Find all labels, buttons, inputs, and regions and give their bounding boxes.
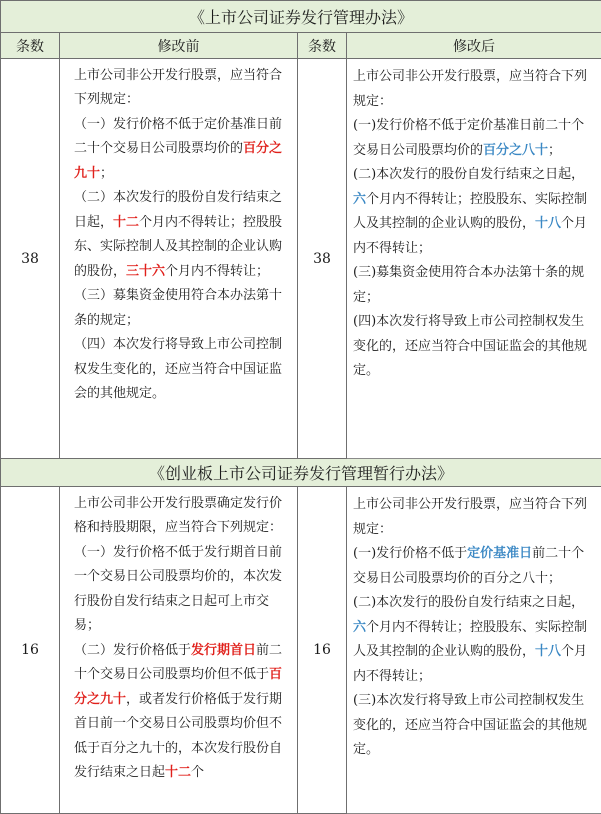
highlighted-term: 十八 xyxy=(535,216,561,231)
clause-text: 个月内不得转让； xyxy=(353,216,587,256)
highlighted-term: 六 xyxy=(353,192,366,207)
header-clause-number-after: 条数 xyxy=(298,33,347,59)
clause-text: (三)本次发行将导致上市公司控制权发生变化的，还应当符合中国证监会的其他规定。 xyxy=(353,693,587,757)
clause-text: (一)发行价格不低于 xyxy=(353,546,467,561)
highlighted-term: 定价基准日 xyxy=(467,546,532,561)
clause-number-after: 16 xyxy=(298,487,347,814)
highlighted-term: 发行期首日 xyxy=(191,643,256,658)
after-text-cell xyxy=(347,487,601,814)
clause-paragraph xyxy=(353,114,593,163)
clause-paragraph xyxy=(353,591,593,689)
clause-paragraph xyxy=(74,284,290,333)
clause-text: （二）发行价格低于 xyxy=(74,643,191,658)
clause-paragraph xyxy=(353,689,593,763)
clause-text: 上市公司非公开发行股票，应当符合下列规定： xyxy=(353,497,587,537)
header-before-amendment: 修改前 xyxy=(60,33,298,59)
clause-paragraph xyxy=(353,493,593,542)
clause-text: 个月内不得转让； xyxy=(165,264,269,279)
clause-text: （四）本次发行将导致上市公司控制权发生变化的，还应当符合中国证监会的其他规定。 xyxy=(74,337,282,401)
clause-paragraph xyxy=(353,542,593,591)
table-row xyxy=(1,59,601,459)
clause-number-before: 16 xyxy=(1,487,60,814)
clause-text: 前二十个交易日公司股票均价但不低于 xyxy=(74,643,282,683)
before-text-cell xyxy=(60,59,298,459)
clause-paragraph xyxy=(353,310,593,384)
clause-text: 个月内不得转让；控股股东、实际控制人及其控制的企业认购的股份， xyxy=(353,192,587,232)
clause-number-before: 38 xyxy=(1,59,60,459)
clause-paragraph xyxy=(74,639,290,786)
header-clause-number-before: 条数 xyxy=(1,33,60,59)
header-after-amendment: 修改后 xyxy=(347,33,601,59)
clause-text: 个月内不得转让；控股股东、实际控制人及其控制的企业认购的股份， xyxy=(353,620,587,660)
before-text xyxy=(74,64,290,457)
section1-title: 《上市公司证券发行管理办法》 xyxy=(1,1,601,33)
clause-text: （一）发行价格不低于定价基准日前二十个交易日公司股票均价的 xyxy=(74,117,282,157)
highlighted-term: 百分之九十 xyxy=(74,667,282,707)
clause-text: (一)发行价格不低于定价基准日前二十个交易日公司股票均价的 xyxy=(353,118,584,158)
clause-text: 个月内不得转让；控股股东、实际控制人及其控制的企业认购的股份， xyxy=(74,215,282,279)
clause-text: ，或者发行价格低于发行期首日前一个交易日公司股票均价但不低于百分之九十的，本次发行股份自发行结束之日起 xyxy=(74,692,282,781)
clause-text: 前二十个交易日公司股票均价的百分之八十； xyxy=(353,546,584,586)
section2-title: 《创业板上市公司证券发行管理暂行办法》 xyxy=(1,459,601,487)
highlighted-term: 六 xyxy=(353,620,366,635)
clause-text: （二）本次发行的股份自发行结束之日起， xyxy=(74,190,282,230)
clause-text: (二)本次发行的股份自发行结束之日起， xyxy=(353,595,584,610)
highlighted-term: 十八 xyxy=(535,644,561,659)
clause-text: 个月内不得转让； xyxy=(353,644,587,684)
before-text-cell xyxy=(60,487,298,814)
clause-paragraph xyxy=(353,65,593,114)
highlighted-term: 百分之九十 xyxy=(74,141,282,181)
clause-paragraph xyxy=(353,261,593,310)
highlighted-term: 十二 xyxy=(165,765,191,780)
clause-paragraph xyxy=(74,541,290,639)
clause-text: 上市公司非公开发行股票，应当符合下列规定： xyxy=(353,69,587,109)
highlighted-term: 百分之八十 xyxy=(483,143,548,158)
clause-text: （一）发行价格不低于发行期首日前一个交易日公司股票均价的，本次发行股份自发行结束之日起可上市交易； xyxy=(74,545,282,634)
before-text xyxy=(74,492,290,812)
clause-text: 上市公司非公开发行股票，应当符合下列规定： xyxy=(74,68,282,108)
clause-text: （三）募集资金使用符合本办法第十条的规定； xyxy=(74,288,282,328)
clause-text: (四)本次发行将导致上市公司控制权发生变化的，还应当符合中国证监会的其他规定。 xyxy=(353,314,587,378)
clause-text: ； xyxy=(548,143,561,158)
clause-text: (二)本次发行的股份自发行结束之日起， xyxy=(353,167,584,182)
clause-text: 个 xyxy=(191,765,204,780)
highlighted-term: 十二 xyxy=(113,215,139,230)
clause-paragraph xyxy=(74,186,290,284)
clause-number-after: 38 xyxy=(298,59,347,459)
clause-paragraph xyxy=(353,163,593,261)
table-row xyxy=(1,487,601,814)
clause-text: 上市公司非公开发行股票确定发行价格和持股期限，应当符合下列规定： xyxy=(74,496,282,536)
clause-text: ； xyxy=(100,166,113,181)
clause-paragraph xyxy=(74,333,290,407)
after-text-cell xyxy=(347,59,601,459)
clause-paragraph xyxy=(74,64,290,113)
clause-paragraph xyxy=(74,113,290,187)
clause-text: (三)募集资金使用符合本办法第十条的规定； xyxy=(353,265,584,305)
highlighted-term: 三十六 xyxy=(126,264,165,279)
after-text xyxy=(353,65,593,458)
clause-paragraph xyxy=(74,492,290,541)
after-text xyxy=(353,493,593,813)
